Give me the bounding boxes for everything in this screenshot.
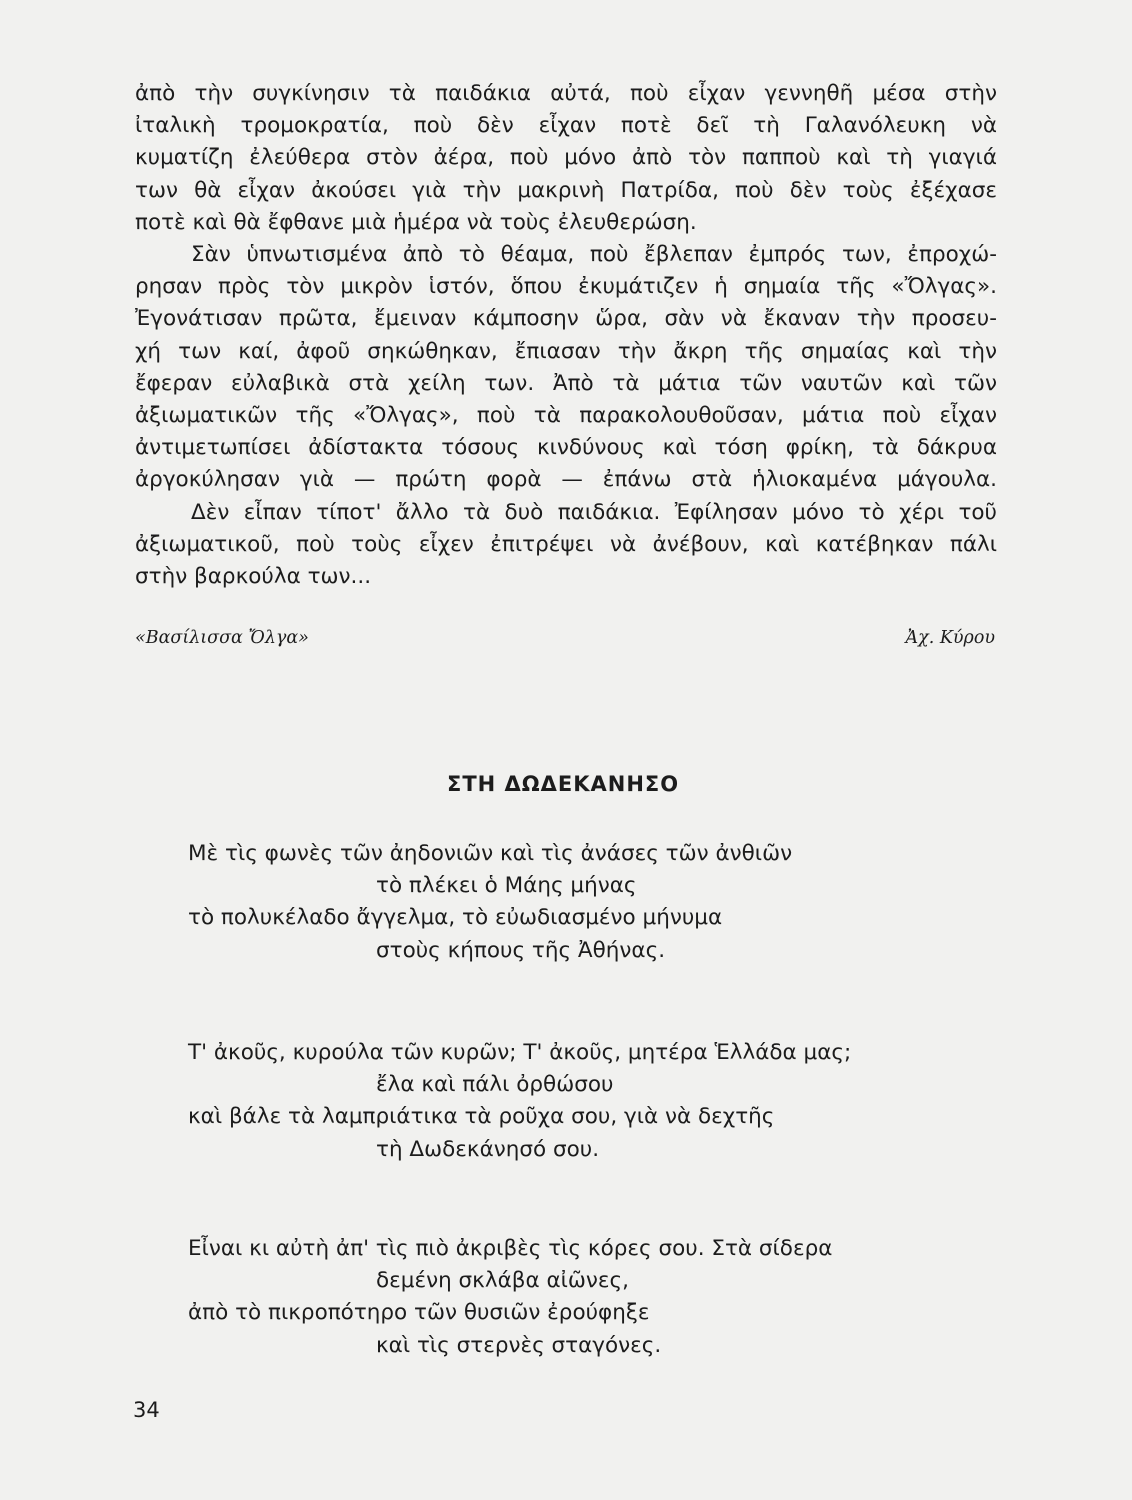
prose-line: ἀντιμετωπίσει ἀδίστακτα τόσους κινδύνους καὶ τόση φρίκη, τὰ δάκρυα <box>135 435 997 461</box>
verse-line: τὸ πλέκει ὁ Μάης μήνας <box>376 873 637 899</box>
source-author: Ἀχ. Κύρου <box>905 628 995 648</box>
poem-stanza <box>188 838 968 967</box>
prose-line: Ἐγονάτισαν πρῶτα, ἔμειναν κάμποσην ὥρα, σὰν νὰ ἔκαναν τὴν προσευ- <box>135 306 997 332</box>
prose-line: ἔφεραν εὐλαβικὰ στὰ χείλη των. Ἀπὸ τὰ μάτια τῶν ναυτῶν καὶ τῶν <box>135 370 997 396</box>
verse-line: ἀπὸ τὸ πικροπότηρο τῶν θυσιῶν ἐρούφηξε <box>188 1300 650 1326</box>
prose-line: ποτὲ καὶ θὰ ἔφθανε μιὰ ἡμέρα νὰ τοὺς ἐλευθερώση. <box>135 209 697 235</box>
prose-line: ἰταλικὴ τρομοκρατία, ποὺ δὲν εἶχαν ποτὲ δεῖ τὴ Γαλανόλευκη νὰ <box>135 113 997 139</box>
verse-line: στοὺς κήπους τῆς Ἀθήνας. <box>376 937 666 963</box>
prose-line: Σὰν ὑπνωτισμένα ἀπὸ τὸ θέαμα, ποὺ ἔβλεπαν ἐμπρός των, ἐπροχώ- <box>191 242 997 268</box>
verse-line: Μὲ τὶς φωνὲς τῶν ἀηδονιῶν καὶ τὶς ἀνάσες τῶν ἀνθιῶν <box>188 841 793 866</box>
prose-line: ἀξιωματικοῦ, ποὺ τοὺς εἶχεν ἐπιτρέψει νὰ ἀνέβουν, καὶ κατέβηκαν πάλι <box>135 531 997 557</box>
prose-line: κυματίζη ἐλεύθερα στὸν ἀέρα, ποὺ μόνο ἀπὸ τὸν παπποὺ καὶ τὴ γιαγιά <box>135 145 997 171</box>
prose-line: ἀξιωματικῶν τῆς «Ὄλγας», ποὺ τὰ παρακολουθοῦσαν, μάτια ποὺ εἶχαν <box>135 403 997 429</box>
prose-line: των θὰ εἶχαν ἀκούσει γιὰ τὴν μακρινὴ Πατρίδα, ποὺ δὲν τοὺς ἐξέχασε <box>135 177 997 203</box>
verse-line: καὶ βάλε τὰ λαμπριάτικα τὰ ροῦχα σου, γιὰ νὰ δεχτῆς <box>188 1104 775 1130</box>
poem-stanza <box>188 1037 968 1166</box>
verse-line: Εἶναι κι αὐτὴ ἀπ' τὶς πιὸ ἀκριβὲς τὶς κόρες σου. Στὰ σίδερα <box>188 1236 833 1261</box>
prose-line: ρησαν πρὸς τὸν μικρὸν ἱστόν, ὅπου ἐκυμάτιζεν ἡ σημαία τῆς «Ὄλγας». <box>135 274 997 300</box>
poem-title: ΣΤΗ ΔΩΔΕΚΑΝΗΣΟ <box>447 772 680 796</box>
page-number: 34 <box>133 1398 160 1422</box>
prose-line: στὴν βαρκούλα των... <box>135 564 372 590</box>
verse-line: δεμένη σκλάβα αἰῶνες, <box>376 1268 630 1294</box>
prose-line: χή των καί, ἀφοῦ σηκώθηκαν, ἔπιασαν τὴν ἄκρη τῆς σημαίας καὶ τὴν <box>135 338 997 364</box>
verse-line: Τ' ἀκοῦς, κυρούλα τῶν κυρῶν; Τ' ἀκοῦς, μητέρα Ἑλλάδα μας; <box>188 1040 852 1065</box>
verse-line: τὸ πολυκέλαδο ἄγγελμα, τὸ εὐωδιασμένο μήνυμα <box>188 905 723 931</box>
verse-line: ἔλα καὶ πάλι ὀρθώσου <box>376 1072 614 1098</box>
prose-line: Δὲν εἶπαν τίποτ' ἄλλο τὰ δυὸ παιδάκια. Ἐφίλησαν μόνο τὸ χέρι τοῦ <box>191 499 997 525</box>
poem-stanza <box>188 1233 968 1362</box>
prose-line: ἀπὸ τὴν συγκίνησιν τὰ παιδάκια αὐτά, ποὺ εἶχαν γεννηθῆ μέσα στὴν <box>135 81 997 106</box>
prose-line: ἀργοκύλησαν γιὰ — πρώτη φορὰ — ἐπάνω στὰ ἡλιοκαμένα μάγουλα. <box>135 467 997 493</box>
source-title: «Βασίλισσα Ὄλγα» <box>135 628 309 648</box>
verse-line: καὶ τὶς στερνὲς σταγόνες. <box>376 1332 662 1358</box>
verse-line: τὴ Δωδεκάνησό σου. <box>376 1136 600 1162</box>
prose-passage <box>135 78 997 593</box>
